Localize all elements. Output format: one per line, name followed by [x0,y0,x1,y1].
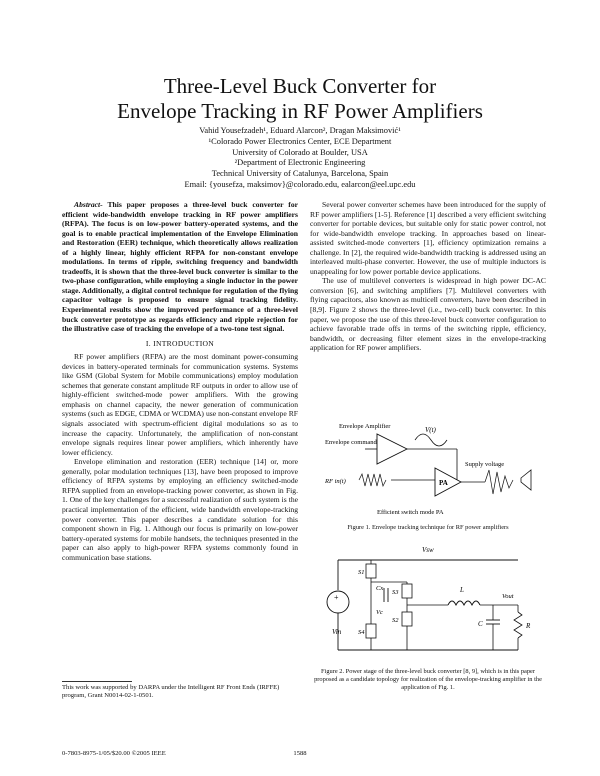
copyright-line: 0-7803-8975-1/05/$20.00 ©2005 IEEE [62,750,166,757]
right-paragraph-1: Several power converter schemes have been introduced for the supply of RF power amplifiers [1-5]. Reference [1] described a very efficient switching converter for portable devices, but suitable only for static power control, not for wide-bandwidth envelope tracking. In approaches based on linear-assisted switched-mode converters [1], efficiency optimization remains a challenge. In [2], the required wide-bandwidth tracking is addressed using an interleaved multi-phase converter. However, the use of multiple inductors is unappealing for low power portable device applications. [310,200,546,276]
antenna-icon [521,470,531,490]
fig1-vt-label: V(t) [425,426,436,434]
fig1-output-waveform [485,470,513,494]
fig2-c-label: C [478,620,483,628]
title-line-1: Three-Level Buck Converter for [163,74,437,98]
fig2-s4-label: S4 [358,629,365,636]
fig2-vc-label: Vc [376,609,383,616]
fig1-amplifier-triangle [377,434,407,464]
left-column [62,200,298,562]
abstract-text: This paper proposes a three-level buck converter for efficient wide-bandwidth envelope tracking in RF power amplifiers (RFPA). The focus is on low-power battery-operated systems, and the goal is to enable practical implementation of the Envelope Elimination and Restoration (EER) technique, which theoretically allows realization of a highly linear, highly efficient RFPA for non-constant envelope modulations. In terms of ripple, switching frequency and bandwidth tradeoffs, it is shown that the three-level buck converter is similar to the two-phase configuration, while employing a single inductor in the power stage. Additionally, a digital control technique for regulation of the flying capacitor voltage is proposed to ensure signal tracking fidelity. Experimental results show the improved performance of a three-level buck converter prototype as regards efficiency and ripple rejection for the illustrative case of tracking the envelope of a two-tone test signal. [62,200,298,334]
author-block [0,126,600,191]
affiliation-2b: Technical University of Catalunya, Barcelona, Spain [211,169,389,179]
fig2-s2-label: S2 [392,617,399,624]
footnote: This work was supported by DARPA under the Intelligent RF Front Ends (IRFFE) program, Grant N0014-02-1-0501. [62,684,280,700]
fig2-load-resistor [514,612,522,638]
intro-paragraph-2: Envelope elimination and restoration (EER) technique [14] or, more generally, polar modulation techniques [13], have been proposed to improve efficiency of RFPA systems by employing an efficiency switched-mode RFPA supplied from an envelope-tracking power converter, as shown in Fig. 1. One of the key challenges for a successful realization of such system is the practical implementation of the efficient, wide bandwidth envelope-tracking power converter. This paper describes a candidate solution for this component shown in Fig. 1. Although our focus is primarily on low-power battery-operated systems for mobile handsets, the techniques presented in the paper can also apply to high-power RFPA systems commonly found in communication base stations. [62,457,298,562]
fig2-s3-label: S3 [392,589,399,596]
right-paragraph-2: The use of multilevel converters is widespread in high power DC-AC conversion [6], and switching amplifiers [7]. Multilevel converters with flying capacitors, also known as multicell converters, have been described in [8,9]. Figure 2 shows the three-level (i.e., two-cell) buck converter. In this paper, we propose the use of this three-level buck converter configuration to achieve favorable trade offs in terms of the switching ripple, efficiency, bandwidth, or decreasing filter element sizes in the envelope-tracking application for RF power amplifiers. [310,276,546,353]
fig1-switch-note: Efficient switch mode PA [377,509,444,516]
page-number: 1588 [293,750,307,757]
fig2-switch-s2 [402,612,412,626]
fig1-rf-in-label: RF in(t) [325,478,346,485]
abstract [62,200,298,334]
affiliation-1: ¹Colorado Power Electronics Center, ECE Department [208,136,392,146]
fig1-rf-waveform [359,474,386,486]
fig2-source-plus-sign: + [334,593,339,602]
figure-1-diagram [325,418,545,518]
figure-2-caption: Figure 2. Power stage of the three-level buck converter [8, 9], which is in this paper proposed as a candidate topology for realization of the envelope-tracking amplifier in the application of Fig. 1. [314,668,542,691]
affiliation-1b: University of Colorado at Boulder, USA [232,147,368,157]
fig2-vin-label: Vin [332,628,342,636]
author-names: Vahid Yousefzadeh¹, Eduard Alarcon², Dragan Maksimović¹ [199,126,401,135]
fig2-switch-s1 [366,564,376,578]
figure-1-caption: Figure 1. Envelope tracking technique for RF power amplifiers [347,524,509,531]
affiliation-2: ²Department of Electronic Engineering [234,158,366,168]
fig2-s1-label: S1 [358,569,365,576]
figure-2-diagram [318,540,546,664]
abstract-label: Abstract- [74,200,103,209]
paper-title [0,74,600,124]
fig2-switch-s3 [402,584,412,598]
fig1-envelope-amplifier-label: Envelope Amplifier [339,423,391,430]
intro-paragraph-1: RF power amplifiers (RFPA) are the most dominant power-consuming devices in battery-operated terminals for communication systems. Systems like GSM (Global System for Mobile communications) employ modulation schemes that generate constant amplitude RF outputs in order to allow use of highly-efficient switched-mode power amplifiers. With the growing emphasis on channel capacity, the newer generation of communication systems (such as EDGE, CDMA or WCDMA) use non-constant envelope RF signals associated with spectrum-efficient digital modulations so as to increase the capacity. Unfortunately, the amplification of non-constant envelope signals requires linear power amplifiers, which inherently have lower efficiency. [62,352,298,457]
fig1-envelope-waveform [415,434,447,446]
fig2-cx-label: Cx [376,585,384,592]
fig2-inductor [448,601,480,605]
fig2-vout-label: Vout [502,593,514,600]
section-heading-introduction: I. INTRODUCTION [145,338,215,348]
title-line-2: Envelope Tracking in RF Power Amplifiers [117,99,483,123]
author-email: Email: {yousefza, maksimov}@colorado.edu, ealarcon@eel.upc.edu [184,179,416,189]
fig2-switch-s4 [366,624,376,638]
fig2-vsw-label: Vsw [422,546,434,554]
fig1-pa-label: PA [439,479,448,487]
fig2-l-label: L [460,586,464,594]
footnote-rule [62,681,132,682]
right-column [310,200,546,353]
fig1-envelope-command-label: Envelope command [325,439,377,446]
fig2-r-label: R [526,622,531,630]
fig1-supply-label: Supply voltage [465,461,505,468]
